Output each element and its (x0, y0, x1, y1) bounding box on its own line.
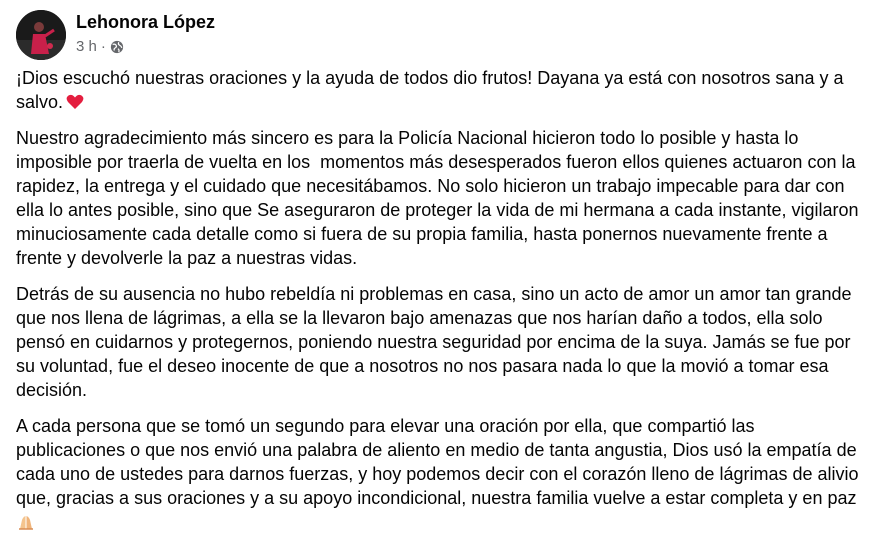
post-paragraph-1 (16, 66, 864, 114)
author-name[interactable]: Lehonora López (76, 12, 215, 32)
meta-separator: · (100, 38, 106, 55)
post-paragraph-4 (16, 414, 864, 534)
post-header (16, 10, 856, 60)
author-avatar[interactable] (16, 10, 66, 60)
post-paragraph-2: Nuestro agradecimiento más sincero es para la Policía Nacional hicieron todo lo posible y hasta lo imposible por traerla de vuelta en los momentos más desesperados fueron ellos quienes actuaron con la rapidez, la entrega y el cuidado que necesitábamos. No solo hicieron un trabajo impecable para dar con ella lo antes posible, sino que Se aseguraron de proteger la vida de mi hermana a cada instante, vigilaron minuciosamente cada detalle como si fuera de su propia familia, hasta ponernos nuevamente frente a frente y devolverle la paz a nuestras vidas. (16, 128, 864, 268)
post-timestamp[interactable]: 3 h (76, 38, 97, 55)
paragraph-text: ¡Dios escuchó nuestras oraciones y la ayuda de todos dio frutos! Dayana ya está con nosotros sana y a salvo. (16, 68, 849, 112)
post-paragraph-3: Detrás de su ausencia no hubo rebeldía ni problemas en casa, sino un acto de amor un amor tan grande que nos llena de lágrimas, a ella se la llevaron bajo amenazas que nos harían daño a todos, ella solo pensó en cuidarnos y protegernos, poniendo nuestra seguridad por encima de la suya. Jamás se fue por su voluntad, fue el deseo inocente de que a nosotros no nos pasara nada lo que la movió a tomar esa decisión. (16, 284, 857, 400)
profile-photo-icon (16, 10, 66, 60)
paragraph-text: A cada persona que se tomó un segundo para elevar una oración por ella, que compartió las publicaciones o que nos envió una palabra de aliento en medio de tanta angustia, Dios usó la empatía de cada uno de ustedes para darnos fuerzas, y hoy podemos decir con el corazón lleno de lágrimas de alivio que, gracias a sus oraciones y a su apoyo incondicional, nuestra familia vuelve a estar completa y en paz (16, 416, 864, 508)
post-body (16, 66, 864, 546)
globe-icon[interactable] (110, 40, 124, 54)
post-meta (76, 38, 124, 55)
praying-hands-icon (17, 514, 35, 530)
red-heart-icon (66, 94, 84, 110)
